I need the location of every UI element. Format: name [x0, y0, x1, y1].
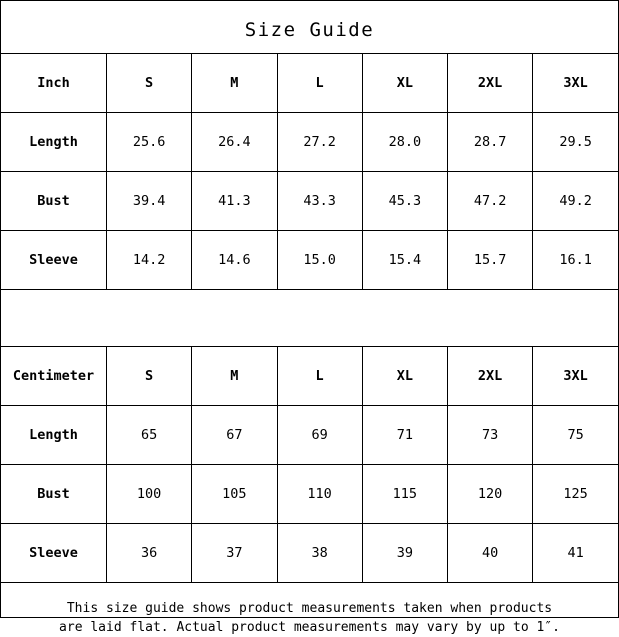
cell-cm-length-xl: 71	[362, 406, 447, 465]
cell-inch-length-2xl: 28.7	[448, 113, 533, 172]
cell-cm-length-2xl: 73	[448, 406, 533, 465]
cell-inch-sleeve-s: 14.2	[107, 231, 192, 290]
cell-cm-sleeve-2xl: 40	[448, 524, 533, 583]
cell-cm-sleeve-m: 37	[192, 524, 277, 583]
column-header-2xl: 2XL	[448, 54, 533, 113]
table-row	[1, 172, 618, 231]
cell-cm-sleeve-xl: 39	[362, 524, 447, 583]
footnote-line-1: This size guide shows product measurements taken when products	[66, 601, 553, 616]
cell-inch-bust-s: 39.4	[107, 172, 192, 231]
cell-inch-bust-3xl: 49.2	[533, 172, 618, 231]
column-header-s: S	[107, 347, 192, 406]
cell-inch-length-s: 25.6	[107, 113, 192, 172]
table-header-row	[1, 54, 618, 113]
column-header-xl: XL	[362, 347, 447, 406]
table-row	[1, 465, 618, 524]
cell-cm-sleeve-3xl: 41	[533, 524, 618, 583]
size-table-centimeter	[1, 346, 618, 583]
cell-cm-sleeve-l: 38	[277, 524, 362, 583]
table-row	[1, 406, 618, 465]
cell-cm-length-3xl: 75	[533, 406, 618, 465]
cell-inch-bust-2xl: 47.2	[448, 172, 533, 231]
column-header-3xl: 3XL	[533, 347, 618, 406]
cell-cm-length-s: 65	[107, 406, 192, 465]
row-label-sleeve: Sleeve	[1, 231, 107, 290]
cell-cm-bust-m: 105	[192, 465, 277, 524]
row-label-sleeve: Sleeve	[1, 524, 107, 583]
table-row	[1, 113, 618, 172]
column-header-l: L	[277, 347, 362, 406]
footnote	[1, 583, 618, 637]
cell-inch-sleeve-2xl: 15.7	[448, 231, 533, 290]
cell-inch-bust-l: 43.3	[277, 172, 362, 231]
column-header-3xl: 3XL	[533, 54, 618, 113]
footnote-line-2: are laid flat. Actual product measurements may vary by up to 1″.	[59, 620, 560, 635]
column-header-s: S	[107, 54, 192, 113]
cell-cm-bust-3xl: 125	[533, 465, 618, 524]
page-title: Size Guide	[244, 19, 375, 41]
cell-inch-length-l: 27.2	[277, 113, 362, 172]
row-label-length: Length	[1, 113, 107, 172]
cell-inch-sleeve-l: 15.0	[277, 231, 362, 290]
row-label-bust: Bust	[1, 465, 107, 524]
row-label-bust: Bust	[1, 172, 107, 231]
cell-inch-length-m: 26.4	[192, 113, 277, 172]
column-header-xl: XL	[362, 54, 447, 113]
column-header-l: L	[277, 54, 362, 113]
unit-label-inch: Inch	[1, 54, 107, 113]
unit-label-centimeter: Centimeter	[1, 347, 107, 406]
cell-inch-sleeve-xl: 15.4	[362, 231, 447, 290]
table-row	[1, 524, 618, 583]
cell-cm-sleeve-s: 36	[107, 524, 192, 583]
cell-cm-bust-l: 110	[277, 465, 362, 524]
cell-inch-sleeve-3xl: 16.1	[533, 231, 618, 290]
cell-cm-length-l: 69	[277, 406, 362, 465]
column-header-2xl: 2XL	[448, 347, 533, 406]
column-header-m: M	[192, 54, 277, 113]
table-divider-spacer	[1, 290, 618, 346]
size-table-inch	[1, 53, 618, 290]
cell-inch-bust-m: 41.3	[192, 172, 277, 231]
row-label-length: Length	[1, 406, 107, 465]
cell-inch-length-3xl: 29.5	[533, 113, 618, 172]
cell-cm-length-m: 67	[192, 406, 277, 465]
table-row	[1, 231, 618, 290]
column-header-m: M	[192, 347, 277, 406]
cell-inch-bust-xl: 45.3	[362, 172, 447, 231]
cell-cm-bust-xl: 115	[362, 465, 447, 524]
cell-cm-bust-s: 100	[107, 465, 192, 524]
cell-cm-bust-2xl: 120	[448, 465, 533, 524]
cell-inch-length-xl: 28.0	[362, 113, 447, 172]
table-header-row	[1, 347, 618, 406]
cell-inch-sleeve-m: 14.6	[192, 231, 277, 290]
